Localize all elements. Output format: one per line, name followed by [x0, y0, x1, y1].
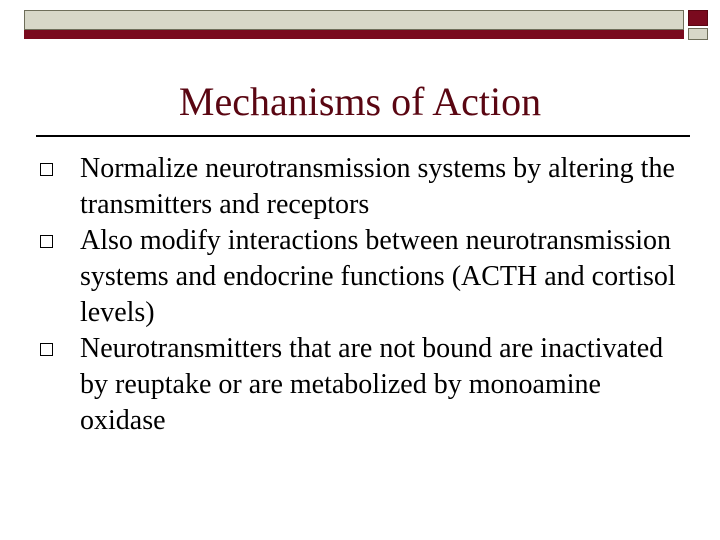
title-divider — [36, 135, 690, 137]
bullet-text: Also modify interactions between neurotransmission systems and endocrine functions (ACTH and cortisol levels) — [80, 225, 676, 328]
bullet-text: Normalize neurotransmission systems by altering the transmitters and receptors — [80, 153, 675, 220]
hollow-square-bullet-icon — [40, 163, 53, 176]
hollow-square-bullet-icon — [40, 235, 53, 248]
corner-square-beige — [688, 28, 708, 40]
corner-square-maroon — [688, 10, 708, 26]
bullet-text: Neurotransmitters that are not bound are inactivated by reuptake or are metabolized by monoamine oxidase — [80, 333, 664, 436]
hollow-square-bullet-icon — [40, 343, 53, 356]
corner-decoration — [688, 10, 708, 40]
top-banner — [24, 10, 684, 30]
bullet-item — [38, 151, 678, 223]
bullet-item — [38, 331, 678, 439]
bullet-item — [38, 223, 678, 331]
bullet-list — [38, 151, 678, 439]
slide-title: Mechanisms of Action — [178, 79, 542, 124]
top-banner-stripe — [24, 30, 684, 39]
